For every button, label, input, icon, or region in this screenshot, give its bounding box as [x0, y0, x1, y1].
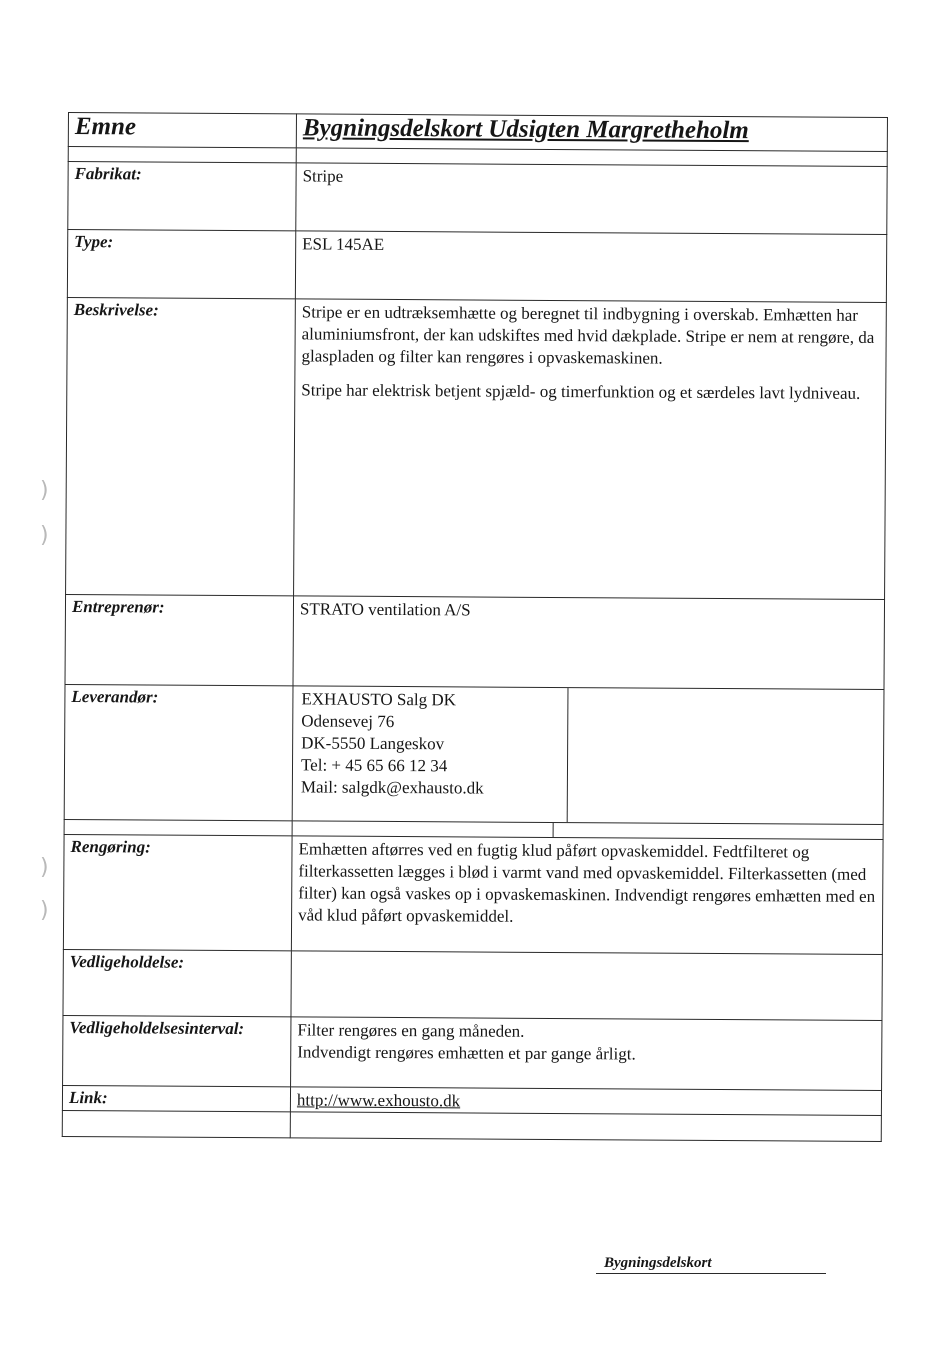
supplier-address [293, 686, 569, 822]
punch-hole-mark: ) [40, 855, 49, 880]
punch-hole-mark: ) [40, 523, 49, 548]
description-paragraph: Stripe har elektrisk betjent spjæld- og timerfunktion og et særdeles lavt lydniveau. [301, 380, 861, 403]
leverandor-value [292, 686, 884, 825]
link-label: Link: [62, 1085, 290, 1111]
interval-line: Filter rengøres en gang måneden. [297, 1020, 525, 1041]
interval-value [291, 1017, 882, 1091]
link-cell [290, 1087, 881, 1116]
supplier-street: Odensevej 76 [301, 711, 395, 732]
description-paragraph: Stripe er en udtræksemhætte og beregnet til indbygning i overskab. Emhætten har aluminiumsfront, der kan udskiftes med hvid dækplade. Stripe er nem at rengøre, da glaspladen og filter kan rengøres i opvaskemaskinen. [301, 302, 875, 368]
website-link[interactable]: http://www.exhousto.dk [296, 1090, 461, 1111]
vedligeholdelse-row [63, 949, 882, 1020]
interval-row [63, 1015, 882, 1090]
footer-title: Bygningsdelskort [596, 1255, 826, 1274]
fabrikat-row [68, 162, 887, 235]
supplier-city: DK-5550 Langeskov [301, 733, 445, 754]
fabrikat-value: Stripe [296, 163, 887, 235]
rengoring-label: Rengøring: [63, 834, 292, 950]
beskrivelse-value [294, 299, 887, 600]
type-value: ESL 145AE [295, 231, 886, 303]
vedligeholdelse-value [291, 951, 882, 1021]
type-label: Type: [67, 230, 295, 299]
entreprenor-value: STRATO ventilation A/S [293, 596, 885, 690]
beskrivelse-label: Beskrivelse: [66, 297, 296, 595]
building-component-card [62, 112, 888, 1162]
entreprenor-row [65, 594, 885, 689]
rengoring-value: Emhætten aftørres ved en fugtig klud påført opvaskemiddel. Fedtfilteret og filterkassetten lægges i blød i varmt vand med opvaskemiddel. Filterkassetten (med filter) kan også vaskes op i opvaskemaskinen. Indvendigt rengøres emhætten med en våd klud påført opvaskemiddel. [291, 836, 883, 955]
vedligeholdelse-label: Vedligeholdelse: [63, 949, 291, 1016]
beskrivelse-row [66, 297, 887, 599]
header-row [68, 113, 887, 152]
punch-hole-mark: ) [40, 898, 49, 923]
entreprenor-label: Entreprenør: [65, 594, 294, 685]
punch-hole-mark: ) [40, 478, 49, 503]
supplier-name: EXHAUSTO Salg DK [301, 689, 457, 710]
type-row [67, 230, 886, 303]
leverandor-row [64, 684, 884, 824]
interval-line: Indvendigt rengøres emhætten et par gange årligt. [297, 1042, 636, 1064]
header-label: Emne [68, 113, 296, 148]
header-title-cell [296, 114, 887, 152]
card-table [62, 112, 888, 1142]
page-title: Bygningsdelskort Udsigten Margretheholm [302, 114, 749, 145]
supplier-email: Mail: salgdk@exhausto.dk [300, 777, 484, 798]
empty-cell [568, 688, 884, 824]
fabrikat-label: Fabrikat: [68, 162, 296, 231]
leverandor-label: Leverandør: [64, 684, 293, 820]
supplier-phone: Tel: + 45 65 66 12 34 [300, 755, 448, 776]
interval-label: Vedligeholdelsesinterval: [63, 1015, 291, 1086]
spacer-row [62, 1110, 881, 1141]
rengoring-row [63, 834, 883, 954]
